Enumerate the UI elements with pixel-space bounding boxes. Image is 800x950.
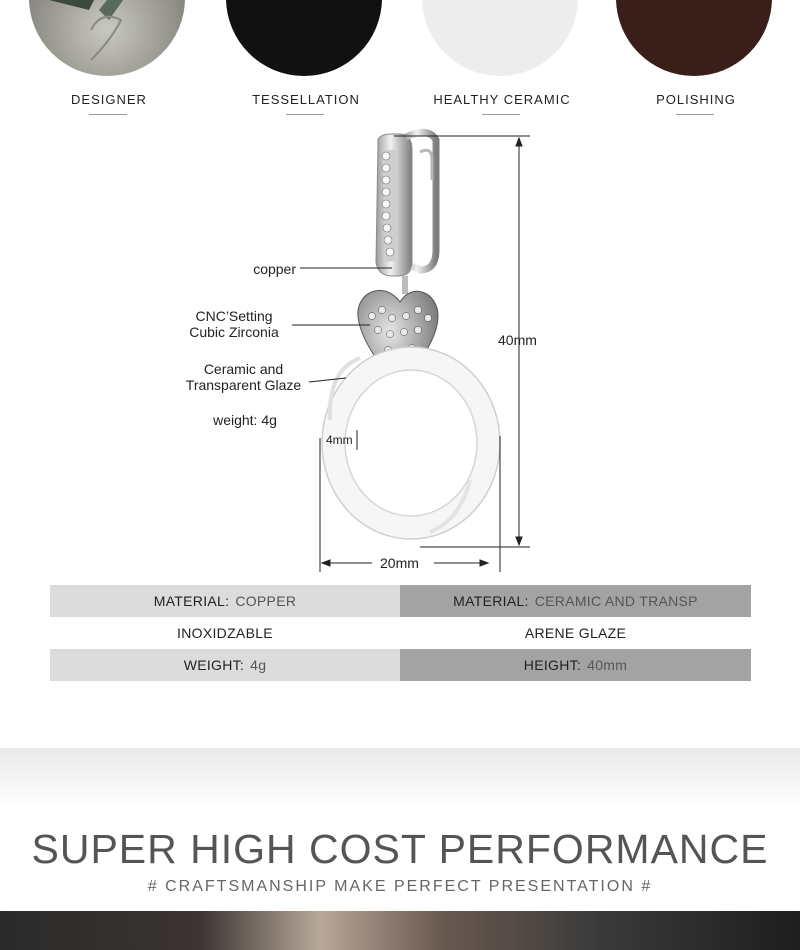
divider	[676, 114, 714, 115]
feature-label: TESSELLATION	[252, 92, 360, 107]
dimension-height: 40mm	[498, 332, 537, 348]
feature-label: HEALTHY CERAMIC	[433, 92, 571, 107]
callout-line: Ceramic and	[203, 361, 284, 377]
spec-value: COPPER	[235, 593, 297, 609]
feature-label: POLISHING	[656, 92, 736, 107]
spec-value: CERAMIC AND TRANSP	[534, 593, 698, 609]
spec-row-weight-height	[50, 649, 751, 681]
callout-copper: copper	[253, 261, 296, 277]
dimension-width: 20mm	[380, 555, 419, 571]
earring-illustration	[0, 120, 800, 580]
designer-photo-icon	[29, 0, 185, 76]
feature-tessellation	[226, 0, 386, 125]
spec-cell-continued: ARENE GLAZE	[400, 617, 751, 649]
spec-key: HEIGHT:	[523, 657, 582, 673]
divider	[482, 114, 520, 115]
callout-ceramic-glaze	[176, 361, 311, 393]
callout-line: Cubic Zirconia	[189, 324, 279, 340]
spec-value: 4g	[250, 657, 267, 673]
section-title: SUPER HIGH COST PERFORMANCE	[31, 826, 769, 872]
callout-line: CNC’Setting	[195, 308, 273, 324]
divider	[286, 114, 324, 115]
callout-cnc-setting	[180, 308, 288, 340]
section-divider	[0, 748, 800, 808]
spec-cell-continued: INOXIDZABLE	[50, 617, 400, 649]
feature-designer	[29, 0, 189, 125]
ceramic-photo-icon	[422, 0, 578, 76]
spec-table	[50, 585, 751, 681]
spec-key: MATERIAL:	[453, 593, 529, 609]
section-subtitle: # CRAFTSMANSHIP MAKE PERFECT PRESENTATION #	[147, 878, 653, 895]
product-diagram	[0, 120, 800, 580]
feature-label: DESIGNER	[71, 92, 147, 107]
callout-line: Transparent Glaze	[185, 377, 302, 393]
feature-strip	[0, 0, 800, 130]
feature-polishing	[616, 0, 776, 125]
spec-row-material	[50, 585, 751, 617]
spec-value: 40mm	[587, 657, 628, 673]
spec-cell-height	[400, 649, 751, 681]
feature-healthy-ceramic	[422, 0, 582, 125]
gemstone-photo-icon	[226, 0, 382, 76]
polishing-photo-icon	[616, 0, 772, 76]
model-photo	[0, 911, 800, 950]
divider	[89, 114, 127, 115]
dimension-thickness: 4mm	[326, 433, 353, 447]
spec-cell-material-ceramic	[400, 585, 751, 617]
callout-weight: weight: 4g	[213, 412, 277, 428]
spec-row-continued	[50, 617, 751, 649]
spec-cell-weight	[50, 649, 400, 681]
spec-key: WEIGHT:	[183, 657, 245, 673]
spec-key: MATERIAL:	[153, 593, 230, 609]
spec-cell-material-metal	[50, 585, 400, 617]
